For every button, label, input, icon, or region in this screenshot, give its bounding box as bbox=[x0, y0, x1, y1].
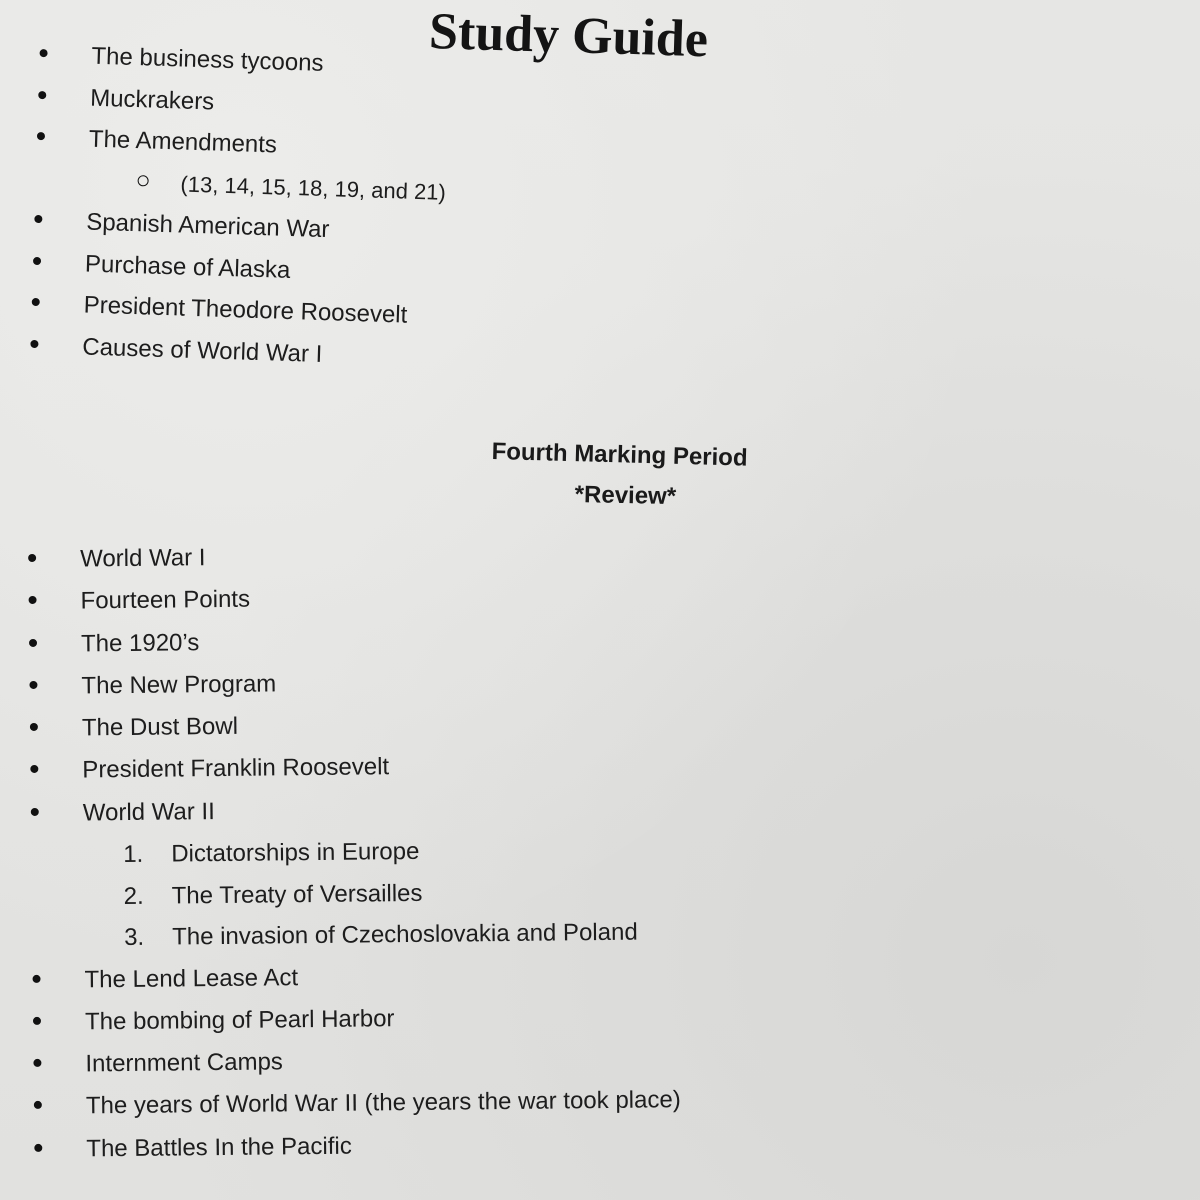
list-item bbox=[34, 1086, 681, 1135]
bullet-icon bbox=[30, 723, 38, 731]
bullet-icon bbox=[28, 554, 36, 562]
bullet-icon bbox=[33, 1017, 41, 1025]
bullet-icon bbox=[32, 298, 40, 306]
section-subheading: *Review* bbox=[574, 481, 677, 511]
list-item bbox=[30, 707, 677, 756]
bullet-icon bbox=[30, 765, 38, 773]
list-item-text: The New Program bbox=[81, 670, 277, 700]
list-item-text: Spanish American War bbox=[85, 208, 330, 244]
list-item-text: The 1920’s bbox=[80, 628, 200, 658]
list-item-text: The Amendments bbox=[88, 125, 278, 159]
bullet-icon bbox=[39, 49, 47, 57]
list-item-text: The Battles In the Pacific bbox=[86, 1132, 352, 1163]
numbered-item bbox=[31, 834, 678, 882]
item-number: 1. bbox=[123, 840, 144, 869]
list-item bbox=[31, 792, 678, 841]
list-item-text: The Dust Bowl bbox=[81, 712, 239, 742]
bullet-icon bbox=[33, 1059, 41, 1067]
list-item-text: The years of World War II (the years the war took place) bbox=[85, 1086, 681, 1120]
page-title: Study Guide bbox=[428, 2, 709, 69]
numbered-item bbox=[32, 876, 679, 924]
bullet-icon bbox=[29, 681, 37, 689]
list-item bbox=[29, 665, 676, 714]
item-number: 2. bbox=[123, 882, 144, 910]
list-item bbox=[33, 1001, 680, 1050]
bullet-icon bbox=[34, 1144, 42, 1152]
item-number: 3. bbox=[123, 923, 145, 952]
bullet-icon bbox=[29, 596, 37, 604]
numbered-item-text: Dictatorships in Europe bbox=[171, 837, 420, 868]
bullet-icon bbox=[38, 90, 46, 98]
numbered-item-text: The Treaty of Versailles bbox=[171, 879, 423, 910]
list-item-text: World War I bbox=[80, 544, 206, 573]
bullet-icon bbox=[33, 256, 41, 264]
list-item-text: Fourteen Points bbox=[80, 585, 251, 615]
circle-bullet-icon bbox=[137, 175, 148, 186]
section-heading: Fourth Marking Period bbox=[491, 438, 748, 472]
bullet-icon bbox=[34, 215, 42, 223]
list-item bbox=[34, 1128, 681, 1177]
list-item-text: President Franklin Roosevelt bbox=[82, 753, 390, 784]
bullet-icon bbox=[30, 339, 38, 347]
section2-list bbox=[28, 538, 681, 1177]
bullet-icon bbox=[29, 639, 37, 647]
bullet-icon bbox=[31, 808, 39, 816]
bullet-icon bbox=[37, 132, 45, 140]
list-item-text: The business tycoons bbox=[91, 42, 324, 77]
list-item-text: Internment Camps bbox=[85, 1048, 283, 1078]
numbered-item bbox=[32, 917, 679, 965]
list-item-text: The Lend Lease Act bbox=[84, 963, 299, 994]
bullet-icon bbox=[34, 1101, 42, 1109]
list-item bbox=[28, 538, 675, 587]
list-item-text: Muckrakers bbox=[89, 84, 215, 115]
list-item bbox=[33, 1043, 680, 1092]
list-item-text: Causes of World War I bbox=[81, 332, 323, 368]
list-item bbox=[29, 623, 676, 672]
bullet-icon bbox=[32, 974, 40, 982]
list-item-text: The bombing of Pearl Harbor bbox=[84, 1005, 395, 1036]
list-item bbox=[32, 959, 679, 1008]
list-item-text: World War II bbox=[82, 797, 215, 827]
numbered-item-text: The invasion of Czechoslovakia and Poland bbox=[171, 918, 638, 951]
list-item-text: Purchase of Alaska bbox=[84, 250, 291, 284]
list-item bbox=[28, 581, 675, 630]
sub-list-item-text: (13, 14, 15, 18, 19, and 21) bbox=[180, 170, 447, 205]
list-item-text: President Theodore Roosevelt bbox=[83, 291, 408, 329]
list-item bbox=[30, 750, 677, 799]
section1-list bbox=[30, 40, 451, 385]
